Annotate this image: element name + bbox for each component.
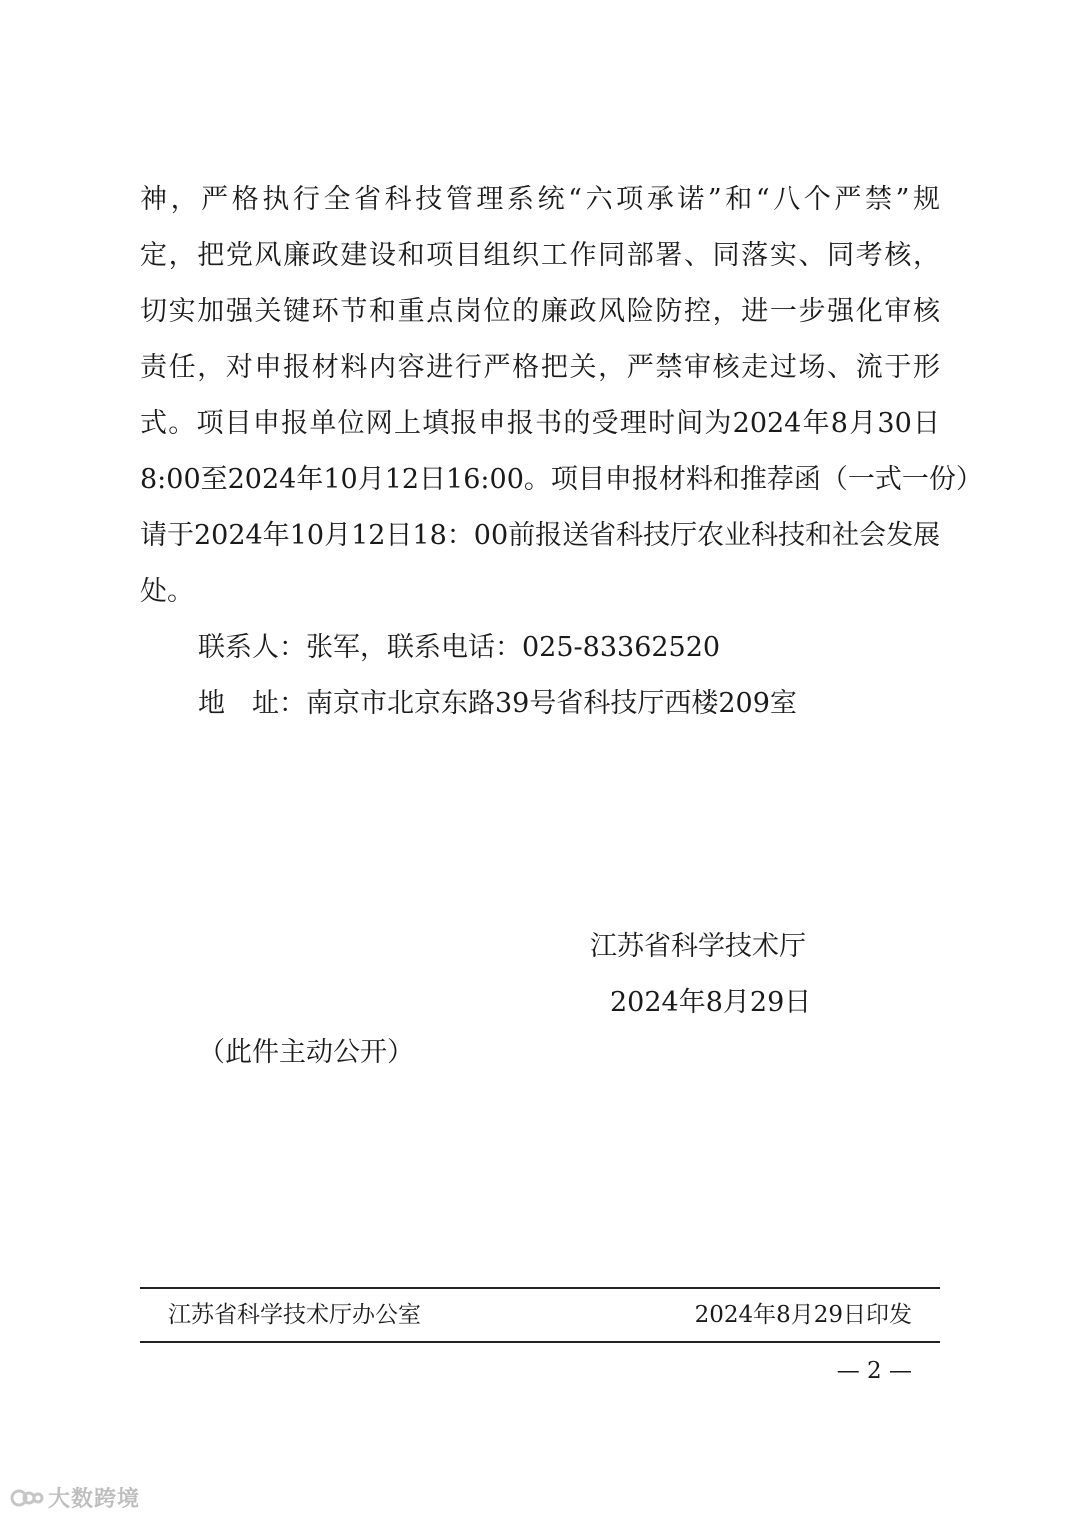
watermark — [10, 1482, 140, 1513]
contact-line: 联系人：张军，联系电话：025-83362520 — [198, 632, 721, 663]
signature-date: 2024年8月29日 — [610, 987, 812, 1018]
body-line: 8:00至2024年10月12日16:00。项目申报材料和推荐函（一式一份） — [140, 464, 983, 495]
body-line: 切实加强关键环节和重点岗位的廉政风险防控，进一步强化审核 — [140, 296, 940, 327]
public-disclosure-note: （此件主动公开） — [198, 1037, 414, 1068]
page-number: — 2 — — [836, 1358, 912, 1384]
body-text — [140, 172, 983, 732]
footer-issue-date: 2024年8月29日印发 — [694, 1302, 912, 1328]
body-line: 式。项目申报单位网上填报申报书的受理时间为2024年8月30日 — [140, 408, 940, 439]
address-line: 地 址：南京市北京东路39号省科技厅西楼209室 — [198, 688, 797, 719]
body-line: 定，把党风廉政建设和项目组织工作同部署、同落实、同考核， — [140, 240, 940, 271]
footer-top-rule — [140, 1287, 940, 1289]
watermark-logo-icon — [10, 1487, 44, 1509]
footer-bottom-rule — [140, 1341, 940, 1343]
body-line: 神，严格执行全省科技管理系统“六项承诺”和“八个严禁”规 — [140, 184, 940, 215]
footer-issuer: 江苏省科学技术厅办公室 — [168, 1302, 421, 1328]
body-line: 责任，对申报材料内容进行严格把关，严禁审核走过场、流于形 — [140, 352, 940, 383]
body-line: 处。 — [140, 576, 194, 607]
watermark-text: 大数跨境 — [48, 1487, 141, 1512]
signature-organization: 江苏省科学技术厅 — [590, 931, 806, 962]
body-line: 请于2024年10月12日18：00前报送省科技厅农业科技和社会发展 — [140, 520, 941, 551]
